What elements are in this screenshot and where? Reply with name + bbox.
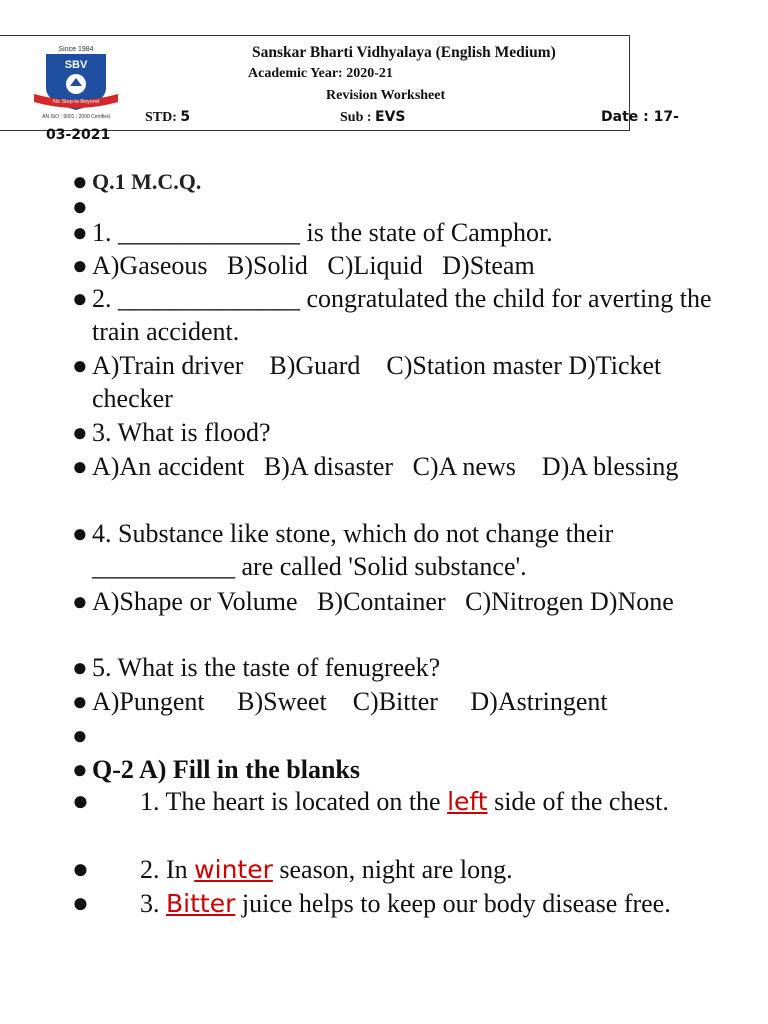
bullet-icon: ● bbox=[72, 653, 88, 682]
date-part-1: Date : 17- bbox=[601, 109, 679, 125]
q1-line: ● 3. What is flood? bbox=[72, 418, 271, 447]
bullet-icon: ● bbox=[72, 167, 88, 196]
bullet-icon: ● bbox=[72, 519, 88, 548]
bullet-icon: ● bbox=[72, 587, 88, 616]
std-info bbox=[145, 109, 190, 126]
bullet-icon: ● bbox=[72, 854, 89, 885]
bullet-icon: ● bbox=[72, 452, 88, 481]
q1-line: ● A)An accident B)A disaster C)A news D)A blessing bbox=[72, 452, 679, 481]
q1-line: ● A)Pungent B)Sweet C)Bitter D)Astringent bbox=[72, 687, 608, 716]
q2-heading-row bbox=[72, 753, 752, 786]
subject-info bbox=[340, 109, 406, 126]
std-label: STD: bbox=[145, 110, 177, 125]
logo-iso-text: AN ISO : 9001 : 2000 Certified bbox=[42, 114, 110, 120]
q1-line: ● A)Gaseous B)Solid C)Liquid D)Steam bbox=[72, 251, 535, 280]
q1-line: ● A)Train driver B)Guard C)Station master D)Ticket checker bbox=[72, 351, 668, 413]
answer-text: Bitter bbox=[166, 889, 236, 918]
q1-line bbox=[72, 719, 752, 752]
logo-since-text: Since 1984 bbox=[58, 46, 94, 53]
academic-year: Academic Year: 2020-21 bbox=[248, 66, 393, 81]
bullet-icon: ● bbox=[72, 786, 89, 817]
answer-text: left bbox=[447, 787, 488, 816]
bullet-icon: ● bbox=[72, 284, 88, 313]
q1-line: ● 5. What is the taste of fenugreek? bbox=[72, 653, 441, 682]
q1-line: ● 1. ______________ is the state of Camphor. bbox=[72, 218, 553, 247]
q1-line: ● A)Shape or Volume B)Container C)Nitrogen D)None bbox=[72, 587, 674, 616]
answer-text: winter bbox=[194, 855, 273, 884]
subject-label: Sub : bbox=[340, 110, 372, 125]
bullet-icon: ● bbox=[72, 251, 88, 280]
school-name: Sanskar Bharti Vidhyalaya (English Medium) bbox=[252, 44, 556, 61]
fill-item: ● 2. In winter season, night are long. bbox=[72, 854, 513, 885]
fill-item: ● 3. Bitter juice helps to keep our body disease free. bbox=[72, 888, 671, 919]
bullet-icon: ● bbox=[72, 721, 88, 750]
std-value: 5 bbox=[180, 109, 191, 125]
worksheet-title: Revision Worksheet bbox=[326, 88, 446, 103]
bullet-icon: ● bbox=[72, 418, 88, 447]
q1-line: ● 2. ______________ congratulated the child for averting the train accident. bbox=[72, 284, 712, 346]
bullet-icon: ● bbox=[72, 218, 88, 247]
date-part-2: 03-2021 bbox=[46, 127, 111, 143]
fill-item: ● 1. The heart is located on the left side of the chest. bbox=[72, 786, 669, 817]
logo-ribbon-text: No Stop to Beyond bbox=[52, 99, 100, 105]
bullet-icon: ● bbox=[72, 888, 89, 919]
bullet-icon: ● bbox=[72, 687, 88, 716]
bullet-icon: ● bbox=[72, 192, 88, 221]
bullet-icon: ● bbox=[72, 755, 88, 784]
q1-heading: Q.1 M.C.Q. bbox=[92, 169, 202, 194]
logo-mark-text: SBV bbox=[64, 59, 88, 71]
school-logo bbox=[26, 44, 126, 120]
subject-value: EVS bbox=[375, 109, 406, 125]
bullet-icon: ● bbox=[72, 351, 88, 380]
q1-line: ● 4. Substance like stone, which do not change their ___________ are called 'Solid substance'. bbox=[72, 519, 614, 581]
q2-heading: Q-2 A) Fill in the blanks bbox=[92, 755, 360, 784]
